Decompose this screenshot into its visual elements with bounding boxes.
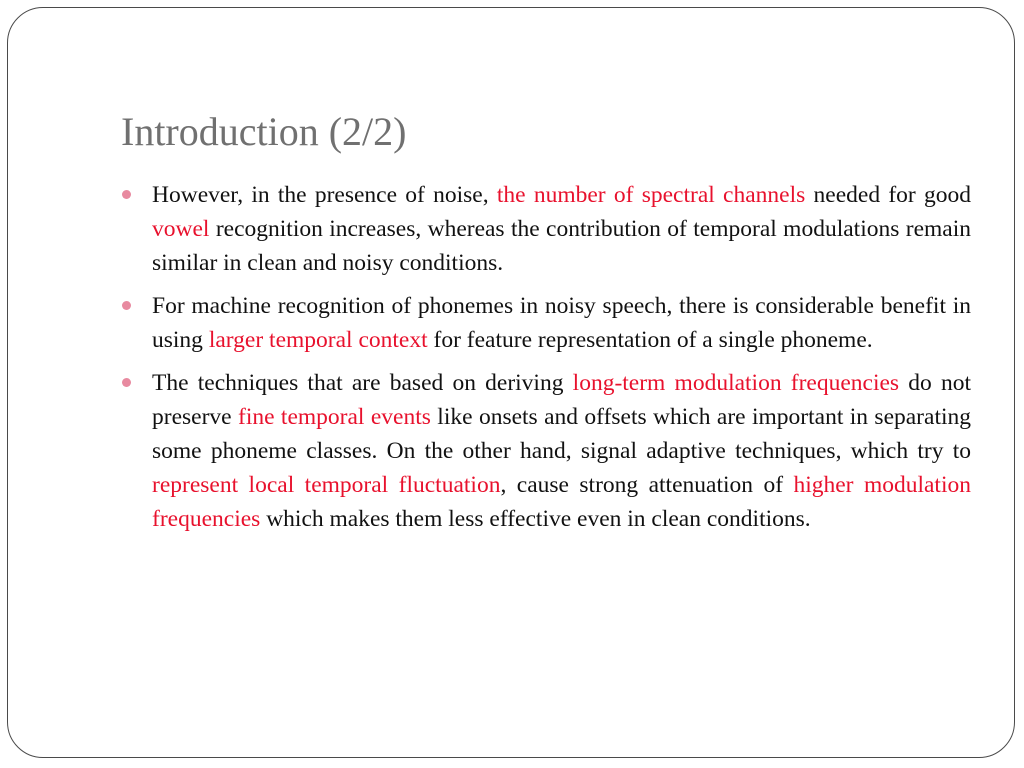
bullet-dot-icon	[122, 378, 131, 387]
text-segment: recognition increases, whereas the contribution of temporal modulations remain similar in clean and noisy conditions.	[152, 216, 971, 276]
highlighted-phrase: higher modulation frequencies	[152, 472, 971, 532]
text-segment: The techniques that are based on deriving	[152, 370, 573, 396]
text-segment: , cause strong attenuation of	[500, 472, 794, 498]
bullet-dot-icon	[122, 301, 131, 310]
text-segment: which makes them less effective even in clean conditions.	[260, 506, 811, 532]
text-segment: do not preserve	[152, 370, 972, 430]
bullet-list	[121, 178, 971, 545]
bullet-item-3	[121, 366, 971, 536]
text-segment: like onsets and offsets which are important in separating some phoneme classes. On the other hand, signal adaptive techniques, which try to	[152, 404, 971, 464]
text-segment: for feature representation of a single phoneme.	[427, 327, 873, 353]
highlighted-phrase: larger temporal context	[208, 327, 428, 353]
highlighted-phrase: represent local temporal fluctuation	[152, 472, 501, 498]
bullet-item-2	[121, 289, 971, 357]
highlighted-phrase: fine temporal events	[238, 404, 431, 430]
highlighted-phrase: long-term modulation frequencies	[572, 370, 900, 396]
text-segment: For machine recognition of phonemes in noisy speech, there is considerable benefit in using	[152, 293, 971, 353]
highlighted-phrase: the number of spectral channels	[496, 182, 806, 208]
bullet-dot-icon	[122, 190, 131, 199]
slide-title: Introduction (2/2)	[121, 109, 407, 154]
highlighted-phrase: vowel	[152, 216, 210, 242]
text-segment: needed for good	[805, 182, 971, 208]
slide-frame	[7, 7, 1015, 758]
bullet-item-1	[121, 178, 971, 280]
text-segment: However, in the presence of noise,	[152, 182, 497, 208]
